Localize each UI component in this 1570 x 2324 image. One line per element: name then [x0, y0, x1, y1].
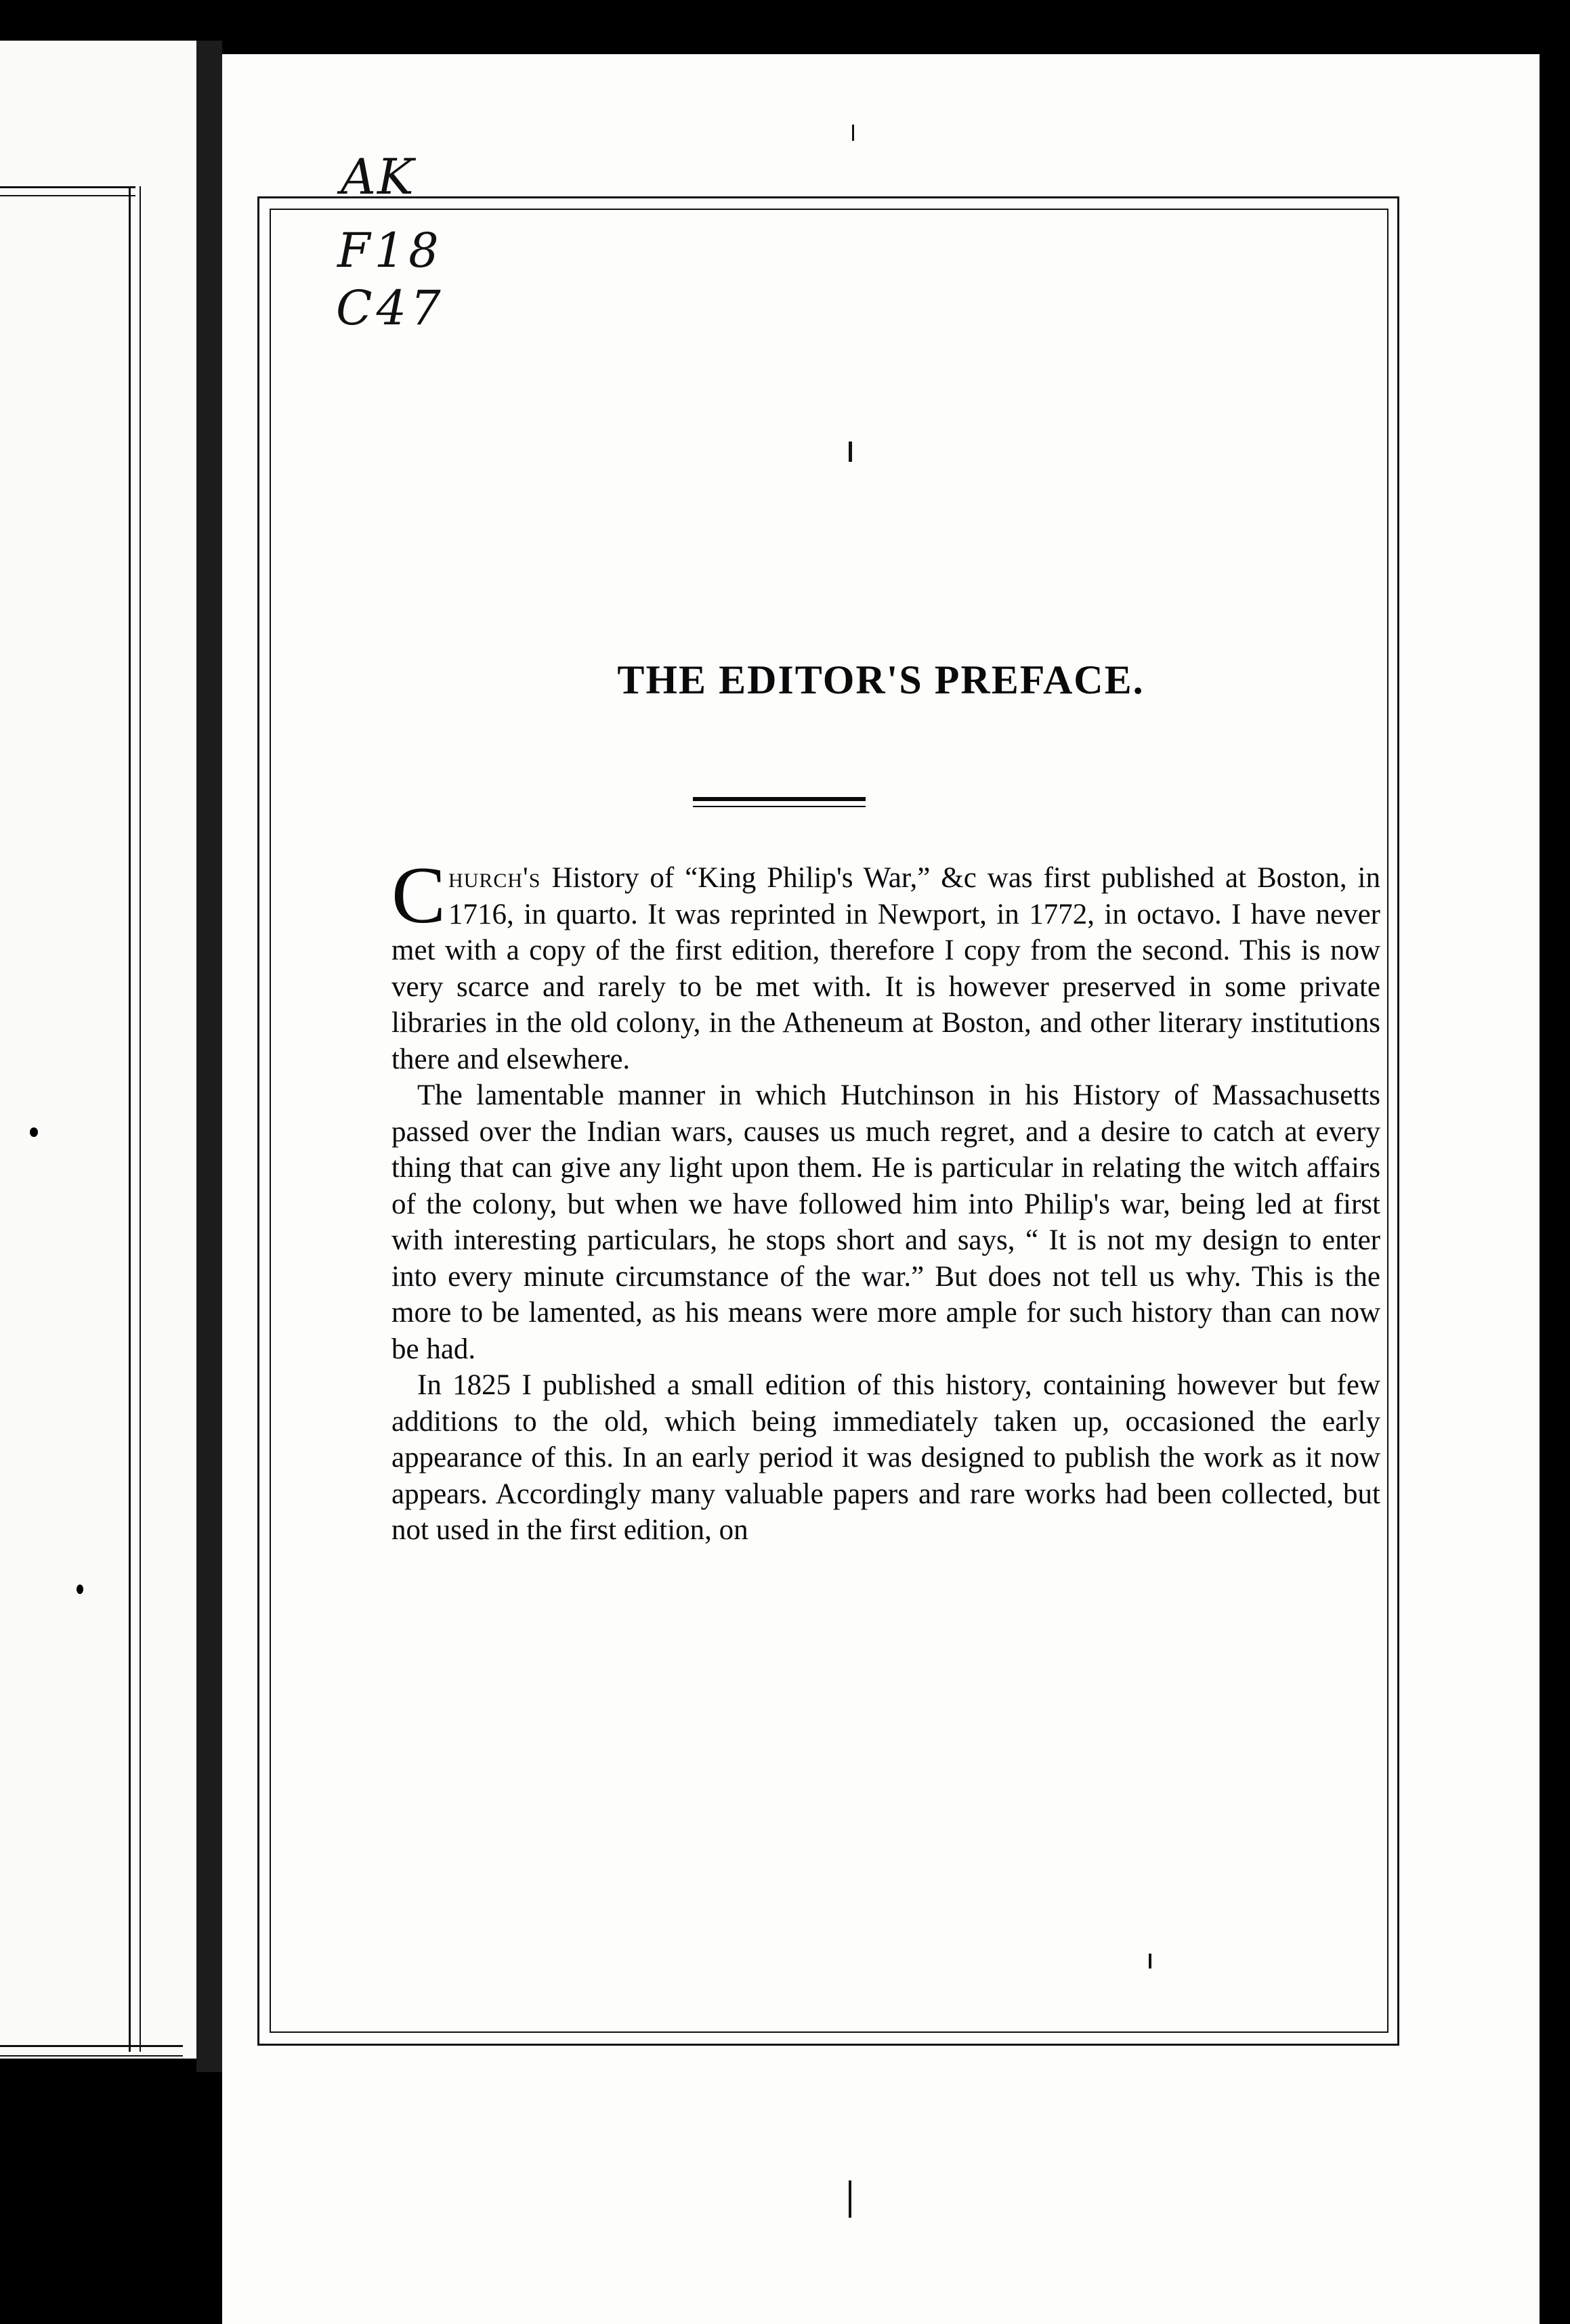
ink-mark — [849, 442, 852, 462]
page-title: THE EDITOR'S PREFACE. — [617, 658, 1145, 702]
facing-page-bottom-rule-inner — [0, 2055, 183, 2057]
title-rule-thick — [693, 797, 866, 801]
facing-page-top-rule — [0, 186, 135, 188]
small-caps-word: hurch's — [448, 862, 541, 894]
ink-speck — [77, 1585, 83, 1594]
facing-page-frame-line-inner — [140, 186, 141, 2052]
preface-body — [391, 850, 1380, 1549]
facing-page-edge — [0, 41, 198, 2059]
ink-speck — [30, 1127, 38, 1137]
handwritten-annotation-top: AK — [341, 148, 415, 205]
preface-page — [222, 54, 1540, 2324]
facing-page-top-rule-inner — [0, 195, 135, 196]
paragraph — [391, 1077, 1380, 1367]
paragraph — [391, 850, 1380, 1077]
title-rule-thin — [693, 806, 866, 807]
paragraph-text: The lamentable manner in which Hutchinson in his History of Massachusetts passed over the Indian wars, causes us much regret, and a desire to catch at every thing that can give any light upon them. He is particular in relating the witch affairs of the colony, but when we have followed him into Philip's war, being led at first with interesting particulars, he stops short and says, “ It is not my design to enter into every minute circumstance of the war.” But does not tell us why. This is the more to be lamented, as his means were more ample for such history than can now be had. — [391, 1079, 1380, 1365]
handwritten-call-number-line1: F18 — [337, 223, 443, 278]
paragraph-text: History of “King Philip's War,” &c was first published at Boston, in 1716, in quarto. It was reprinted in Newport, in 1772, in octavo. I have never met with a copy of the first edition, therefore I copy from the second. This is now very scarce and rarely to be met with. It is however preserved in some private libraries in the old colony, in the Atheneum at Boston, and other literary institutions there and elsewhere. — [391, 862, 1380, 1075]
paragraph — [391, 1367, 1380, 1549]
paragraph-text: In 1825 I published a small edition of this history, containing however but few additions to the old, which being immediately taken up, occasioned the early appearance of this. In an early period it was designed to publish the work as it now appears. Accordingly many valuable papers and rare works had been collected, but not used in the first edition, on — [391, 1369, 1380, 1546]
facing-page-frame-line — [129, 186, 131, 2052]
handwritten-call-number-line2: C47 — [336, 280, 445, 336]
ink-mark — [852, 125, 854, 141]
facing-page-bottom-rule — [0, 2045, 183, 2047]
ink-mark — [849, 2180, 851, 2218]
drop-cap: C — [391, 850, 446, 940]
ink-mark — [1149, 1954, 1151, 1968]
book-gutter — [196, 41, 222, 2072]
